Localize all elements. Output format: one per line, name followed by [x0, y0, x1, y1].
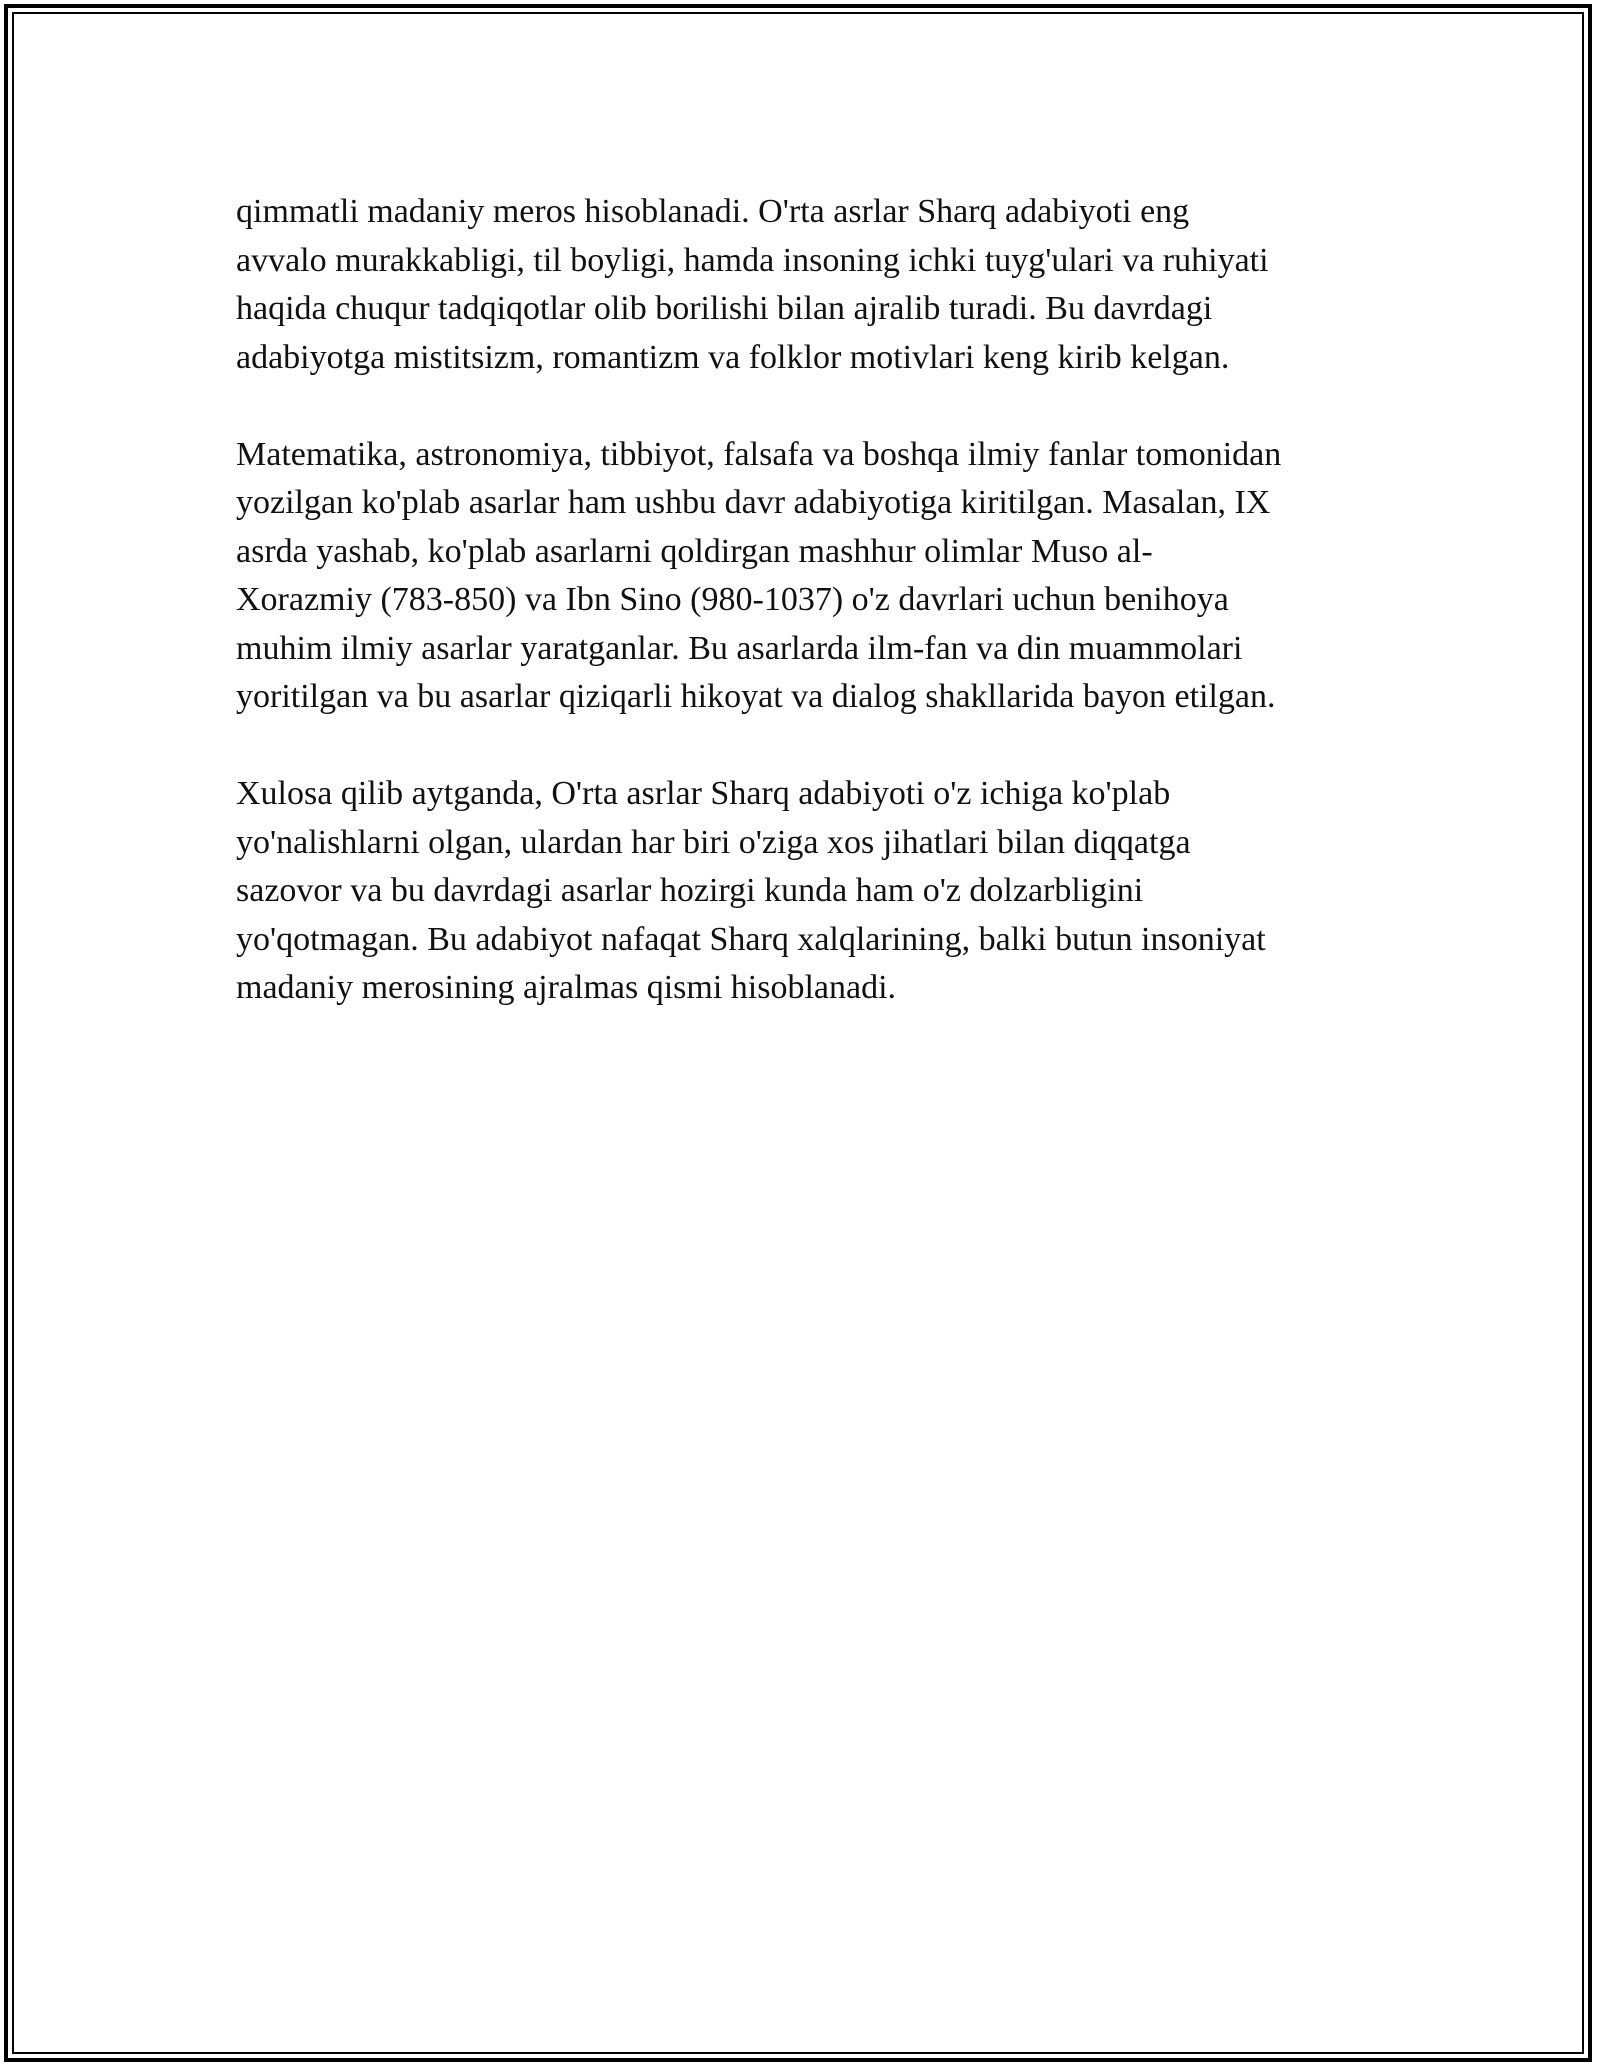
- text-line: asrda yashab, ko'plab asarlarni qoldirgan mashhur olimlar Muso al-: [236, 532, 1153, 570]
- text-line: Xorazmiy (783-850) va Ibn Sino (980-1037) o'z davrlari uchun benihoya: [236, 581, 1229, 618]
- text-line: Xulosa qilib aytganda, O'rta asrlar Sharq adabiyoti o'z ichiga ko'plab: [236, 775, 1171, 812]
- text-line: qimmatli madaniy meros hisoblanadi. O'rta asrlar Sharq adabiyoti eng: [236, 193, 1190, 230]
- text-line: madaniy merosining ajralmas qismi hisoblanadi.: [236, 969, 897, 1006]
- text-line: Matematika, astronomiya, tibbiyot, falsafa va boshqa ilmiy fanlar tomonidan: [236, 435, 1282, 473]
- text-line: adabiyotga mistitsizm, romantizm va folklor motivlari keng kirib kelgan.: [236, 338, 1230, 376]
- text-line: yo'qotmagan. Bu adabiyot nafaqat Sharq xalqlarining, balki butun insoniyat: [236, 920, 1266, 958]
- document-body: [236, 188, 1386, 1061]
- text-line: haqida chuqur tadqiqotlar olib borilishi bilan ajralib turadi. Bu davrdagi: [236, 290, 1213, 327]
- text-line: muhim ilmiy asarlar yaratganlar. Bu asarlarda ilm-fan va din muammolari: [236, 629, 1243, 667]
- paragraph-3: [236, 770, 1386, 1013]
- text-line: avvalo murakkabligi, til boyligi, hamda insoning ichki tuyg'ulari va ruhiyati: [236, 241, 1269, 279]
- text-line: yoritilgan va bu asarlar qiziqarli hikoyat va dialog shakllarida bayon etilgan.: [236, 678, 1276, 715]
- text-line: yozilgan ko'plab asarlar ham ushbu davr adabiyotiga kiritilgan. Masalan, IX: [236, 484, 1271, 521]
- paragraph-1: [236, 188, 1386, 382]
- paragraph-2: [236, 431, 1386, 722]
- text-line: yo'nalishlarni olgan, ulardan har biri o'ziga xos jihatlari bilan diqqatga: [236, 823, 1191, 861]
- text-line: sazovor va bu davrdagi asarlar hozirgi kunda ham o'z dolzarbligini: [236, 872, 1144, 909]
